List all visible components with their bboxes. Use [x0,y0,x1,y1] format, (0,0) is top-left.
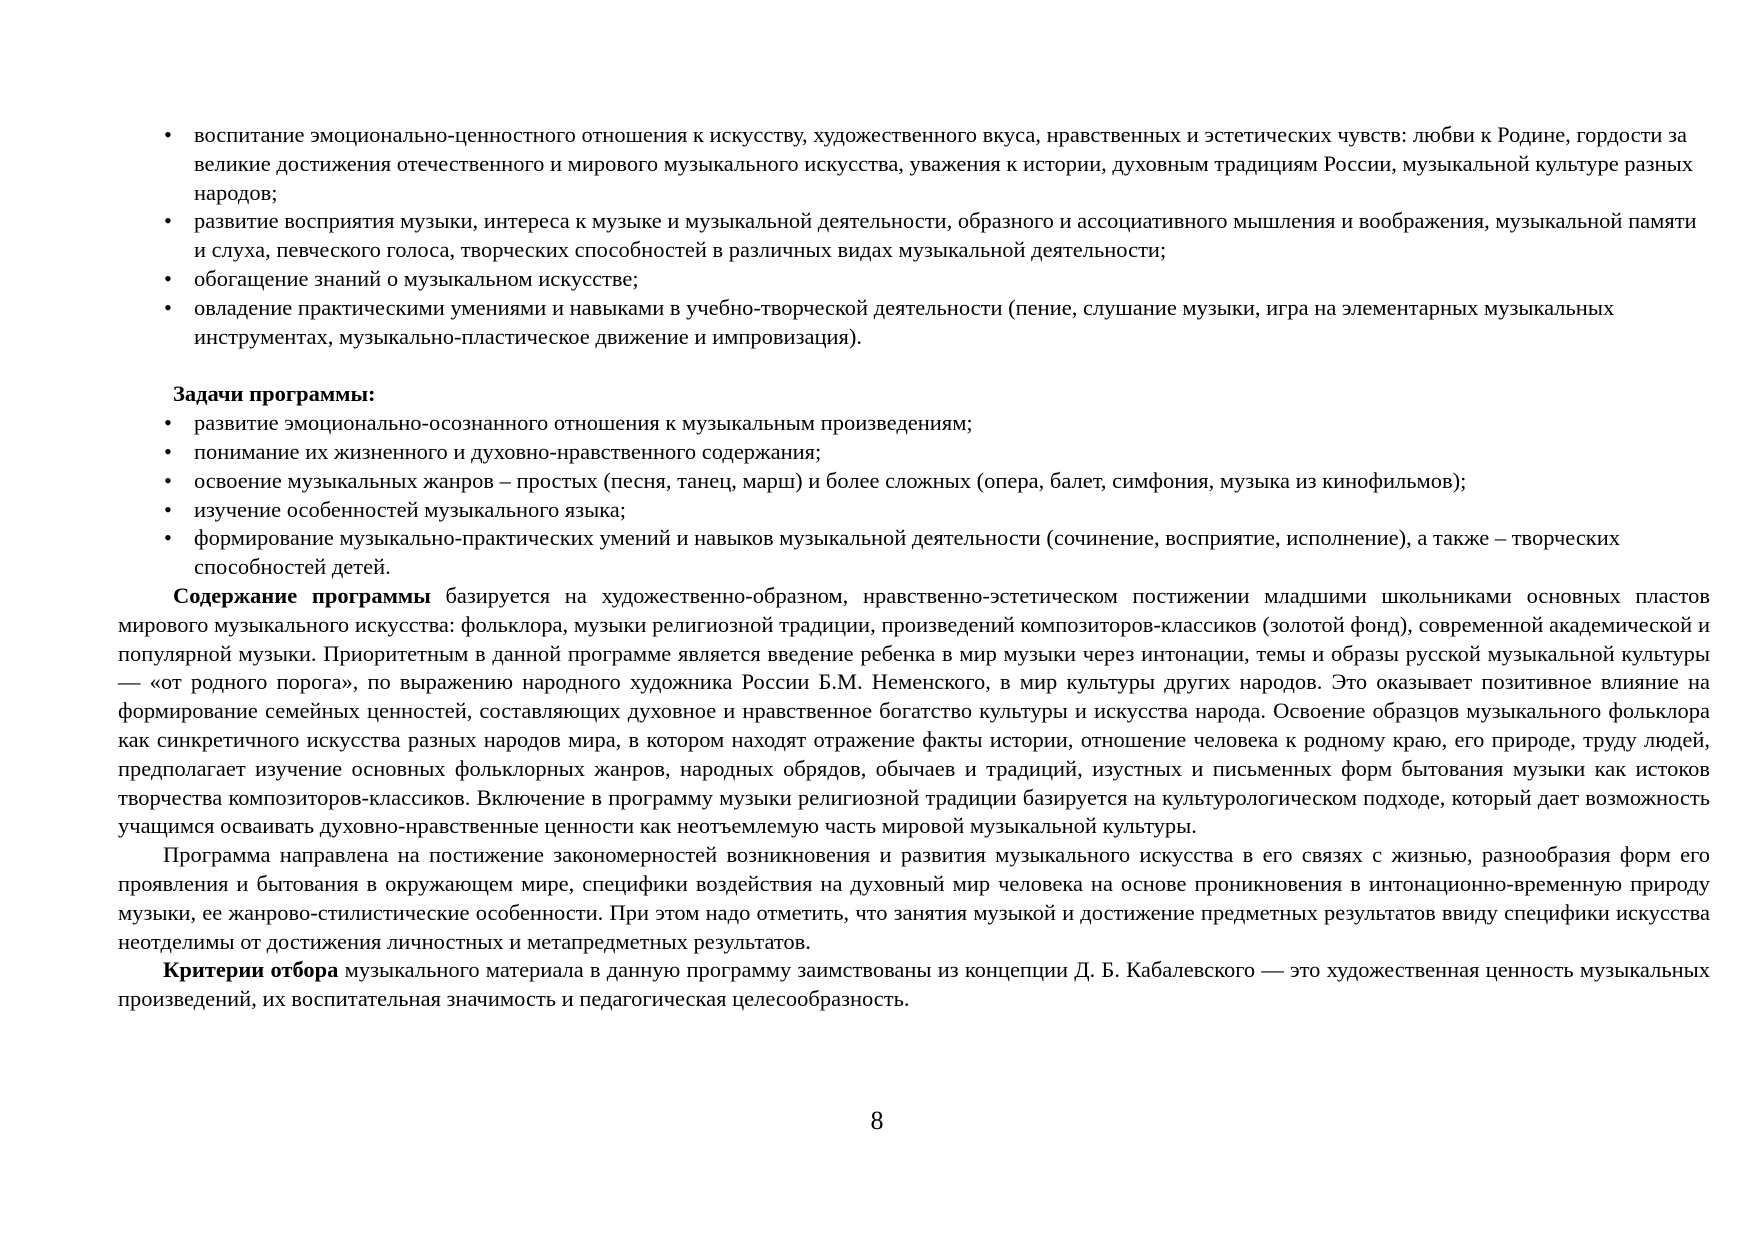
list-item-text: воспитание эмоционально-ценностного отношения к искусству, художественного вкуса, нравственных и эстетических чувств: любви к Родине, гордости за великие достижения отечественного и мирового музыкального искусства, уважения к истории, духовным традициям России, музыкальной культуре разных народов; [194,122,1693,205]
program-paragraph [118,841,1710,956]
list-item [118,294,1710,352]
list-item [118,265,1710,294]
list-item-text: освоение музыкальных жанров – простых (песня, танец, марш) и более сложных (опера, балет, симфония, музыка из кинофильмов); [194,467,1467,493]
content-paragraph-text: базируется на художественно-образном, нравственно-эстетическом постижении младшими школьниками основных пластов мирового музыкального искусства: фольклора, музыки религиозной традиции, произведений композиторов-классиков (золотой фонд), современной академической и популярной музыки. Приоритетным в данной программе является введение ребенка в мир музыки через интонации, темы и образы русской музыкальной культуры — «от родного порога», по выражению народного художника России Б.М. Неменского, в мир культуры других народов. Это оказывает позитивное влияние на формирование семейных ценностей, составляющих духовное и нравственное богатство культуры и искусства народа. Освоение образцов музыкального фольклора как синкретичного искусства разных народов мира, в котором находят отражение факты истории, отношение человека к родному краю, его природе, труду людей, предполагает изучение основных фольклорных жанров, народных обрядов, обычаев и традиций, изустных и письменных форм бытования музыки как истоков творчества композиторов-классиков. Включение в программу музыки религиозной традиции базируется на культурологическом подходе, который дает возможность учащимся осваивать духовно-нравственные ценности как неотъемлемую часть мировой музыкальной культуры. [118,582,1711,839]
list-item [118,207,1710,265]
list-item-text: овладение практическими умениями и навыками в учебно-творческой деятельности (пение, слушание музыки, игра на элементарных музыкальных инструментах, музыкально-пластическое движение и импровизация). [194,294,1615,349]
list-item-text: развитие эмоционально-осознанного отношения к музыкальным произведениям; [194,410,973,436]
criteria-paragraph-text: музыкального материала в данную программу заимствованы из концепции Д. Б. Кабалевского — это художественная ценность музыкальных произведений, их воспитательная значимость и педагогическая целесообразность. [118,957,1710,1012]
list-item [118,409,1710,438]
program-paragraph-text: Программа направлена на постижение закономерностей возникновения и развития музыкального искусства в его связях с жизнью, разнообразия форм его проявления и бытования в окружающем мире, специфики воздействия на духовный мир человека на основе проникновения в интонационно-временную природу музыки, ее жанрово-стилистические особенности. При этом надо отметить, что занятия музыкой и достижение предметных результатов ввиду специфики искусства неотделимы от достижения личностных и метапредметных результатов. [118,842,1710,954]
content-paragraph-lead: Содержание программы [173,582,431,608]
criteria-paragraph-lead: Критерии отбора [163,957,339,983]
bullet-icon: • [164,438,172,464]
list-item [118,121,1710,207]
bullet-icon: • [164,294,172,320]
list-item [118,496,1710,525]
list-item-text: изучение особенностей музыкального языка; [194,496,627,522]
page-number: 8 [870,1106,884,1135]
bullet-icon: • [164,525,172,551]
list-item-text: развитие восприятия музыки, интереса к музыке и музыкальной деятельности, образного и ассоциативного мышления и воображения, музыкальной памяти и слуха, певческого голоса, творческих способностей в различных видах музыкальной деятельности; [194,208,1697,263]
list-item-text: понимание их жизненного и духовно-нравственного содержания; [194,438,822,464]
criteria-paragraph [118,956,1710,1014]
bullet-icon: • [164,410,172,436]
content-paragraph [118,582,1710,841]
list-item-text: обогащение знаний о музыкальном искусстве; [194,265,639,291]
bullet-icon: • [164,208,172,234]
goals-list [118,121,1710,351]
list-item [118,524,1710,582]
list-item [118,438,1710,467]
page-content [118,121,1710,1014]
bullet-icon: • [164,467,172,493]
tasks-heading: Задачи программы: [173,381,376,407]
list-item [118,467,1710,496]
bullet-icon: • [164,265,172,291]
tasks-list [118,409,1710,582]
bullet-icon: • [164,122,172,147]
list-item-text: формирование музыкально-практических умений и навыков музыкальной деятельности (сочинение, восприятие, исполнение), а также – творческих способностей детей. [194,525,1621,580]
bullet-icon: • [164,496,172,522]
